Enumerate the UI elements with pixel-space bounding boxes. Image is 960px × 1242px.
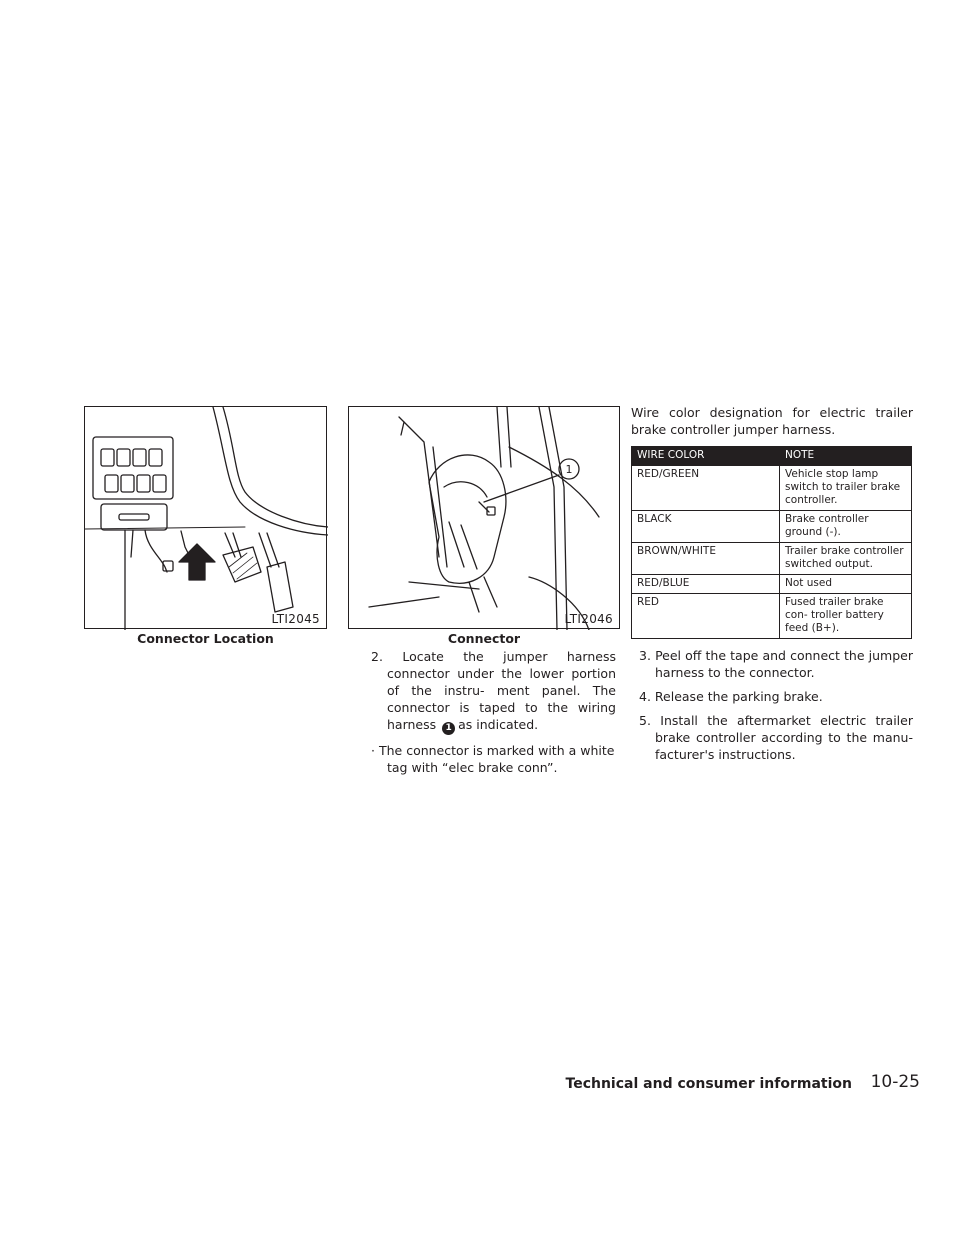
page-number: 10-25	[870, 1072, 920, 1092]
wire-color-cell: RED/GREEN	[632, 466, 780, 511]
table-row	[632, 575, 912, 594]
step-number: 2.	[371, 649, 383, 664]
step-text: Install the aftermarket electric trailer brake controller according to the manu- facturer's instructions.	[655, 713, 913, 762]
note-cell: Not used	[780, 575, 912, 594]
section-title: Technical and consumer information	[565, 1076, 852, 1092]
callout-number: 1	[565, 463, 573, 476]
note-cell: Brake controller ground (-).	[780, 511, 912, 543]
step-text-end: as indicated.	[458, 717, 539, 732]
header-note: NOTE	[780, 447, 912, 466]
table-row	[632, 543, 912, 575]
step-text: Release the parking brake.	[654, 689, 823, 704]
note-cell: Vehicle stop lamp switch to trailer brake controller.	[780, 466, 912, 511]
note-cell: Trailer brake controller switched output.	[780, 543, 912, 575]
step-number: 3.	[639, 648, 651, 663]
step-number: 4.	[639, 689, 651, 704]
figure-caption: Connector	[447, 631, 521, 646]
table-row	[632, 594, 912, 639]
dash-panel-illustration	[85, 407, 328, 630]
step-4	[631, 688, 913, 705]
connector-figure	[348, 406, 620, 629]
step-5	[631, 712, 913, 763]
step-text: Locate the jumper harness connector under the lower portion of the instru- ment panel. The connector is taped to the wiring harness	[387, 649, 616, 732]
table-intro: Wire color designation for electric trailer brake controller jumper harness.	[631, 405, 913, 437]
connector-location-figure	[84, 406, 327, 629]
wire-color-cell: BLACK	[632, 511, 780, 543]
step-number: 5.	[639, 713, 651, 728]
wire-color-table	[631, 446, 912, 639]
figure-code: LTI2045	[271, 612, 320, 626]
callout-marker-1: 1	[442, 722, 455, 735]
right-column	[631, 404, 913, 770]
table-row	[632, 466, 912, 511]
connector-illustration	[349, 407, 621, 630]
bullet-text: The connector is marked with a white tag with “elec brake conn”.	[378, 743, 615, 775]
step-text: Peel off the tape and connect the jumper harness to the connector.	[655, 648, 913, 680]
page-footer	[565, 1072, 920, 1096]
note-cell: Fused trailer brake con- troller battery feed (B+).	[780, 594, 912, 639]
wire-color-cell: BROWN/WHITE	[632, 543, 780, 575]
table-row	[632, 511, 912, 543]
bullet-item	[363, 742, 616, 776]
wire-color-cell: RED	[632, 594, 780, 639]
table-header-row	[632, 447, 912, 466]
middle-column	[363, 648, 616, 782]
wire-color-cell: RED/BLUE	[632, 575, 780, 594]
bullet-symbol: ·	[371, 743, 375, 758]
figure-code: LTI2046	[564, 612, 613, 626]
step-3	[631, 647, 913, 681]
header-wire-color: WIRE COLOR	[632, 447, 780, 466]
step-2	[363, 648, 616, 735]
figure-caption: Connector Location	[137, 631, 274, 646]
